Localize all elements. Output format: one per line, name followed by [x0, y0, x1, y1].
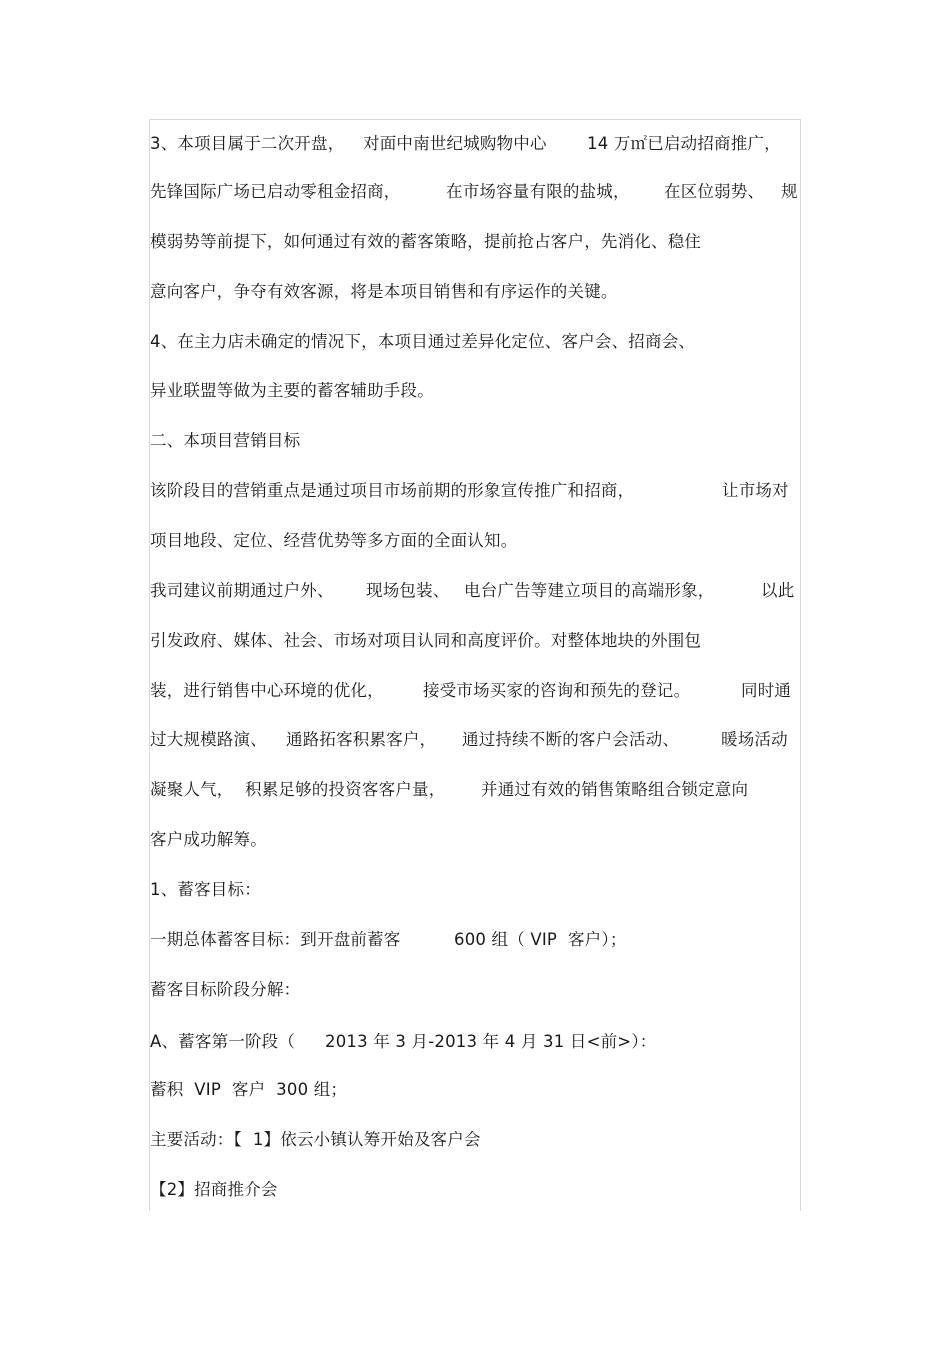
text-run: 装，进行销售中心环境的优化， [150, 681, 384, 700]
text-run: 600 组（ VIP 客户）； [454, 930, 627, 949]
text-run: 14 万㎡已启动招商推广， [587, 134, 781, 153]
text-run: 在市场容量有限的盐城， [446, 182, 630, 201]
text-run: 我司建议前期通过户外、 [150, 581, 334, 600]
text-run: 一期总体蓄客目标：到开盘前蓄客 [150, 930, 401, 949]
text-run: 积累足够的投资客客户量， [245, 780, 446, 799]
text-run: 引发政府、媒体、社会、市场对项目认同和高度评价。对整体地块的外围包 [150, 631, 702, 650]
paragraph-line [150, 1179, 800, 1245]
text-run: 项目地段、定位、经营优势等多方面的全面认知。 [150, 531, 518, 550]
text-run: 让市场对 [722, 481, 789, 500]
text-run: 电台广告等建立项目的高端形象， [464, 581, 715, 600]
text-run: 蓄客目标阶段分解： [150, 980, 301, 999]
text-run: 过大规模路演、 [150, 730, 267, 749]
text-run: 暖场活动 [721, 730, 788, 749]
text-run: 【2】招商推介会 [150, 1180, 278, 1199]
text-run: 凝聚人气， [150, 780, 234, 799]
text-run: 4、在主力店未确定的情况下，本项目通过差异化定位、客户会、招商会、 [150, 332, 696, 351]
text-run: 先锋国际广场已启动零租金招商， [150, 182, 401, 201]
text-run: 通路拓客积累客户， [286, 730, 437, 749]
text-run: 对面中南世纪城购物中心 [363, 134, 547, 153]
text-run: 在区位弱势、 [664, 182, 765, 201]
text-run: 蓄积 VIP 客户 300 组； [150, 1080, 348, 1099]
text-run: 1、蓄客目标： [150, 880, 261, 899]
text-run: 异业联盟等做为主要的蓄客辅助手段。 [150, 381, 434, 400]
text-run: 二、本项目营销目标 [150, 431, 301, 450]
text-run: 现场包装、 [366, 581, 450, 600]
text-run: 意向客户，争夺有效客源，将是本项目销售和有序运作的关键。 [150, 282, 618, 301]
text-run: 接受市场买家的咨询和预先的登记。 [423, 681, 691, 700]
text-run: 同时通 [741, 681, 792, 700]
text-run: 通过持续不断的客户会活动、 [462, 730, 680, 749]
text-run: 2013 年 3 月-2013 年 4 月 31 日<前>）： [325, 1032, 657, 1051]
text-run: 模弱势等前提下，如何通过有效的蓄客策略，提前抢占客户，先消化、稳住 [150, 232, 702, 251]
text-run: 规 [781, 182, 798, 201]
text-run: 以此 [761, 581, 795, 600]
text-run: 客户成功解筹。 [150, 830, 267, 849]
text-run: A、蓄客第一阶段（ [150, 1032, 296, 1051]
text-run: 并通过有效的销售策略组合锁定意向 [481, 780, 749, 799]
text-run: 主要活动：【 1】依云小镇认筹开始及客户会 [150, 1130, 481, 1149]
text-run: 3、本项目属于二次开盘， [150, 134, 345, 153]
text-run: 该阶段目的营销重点是通过项目市场前期的形象宣传推广和招商， [150, 481, 635, 500]
